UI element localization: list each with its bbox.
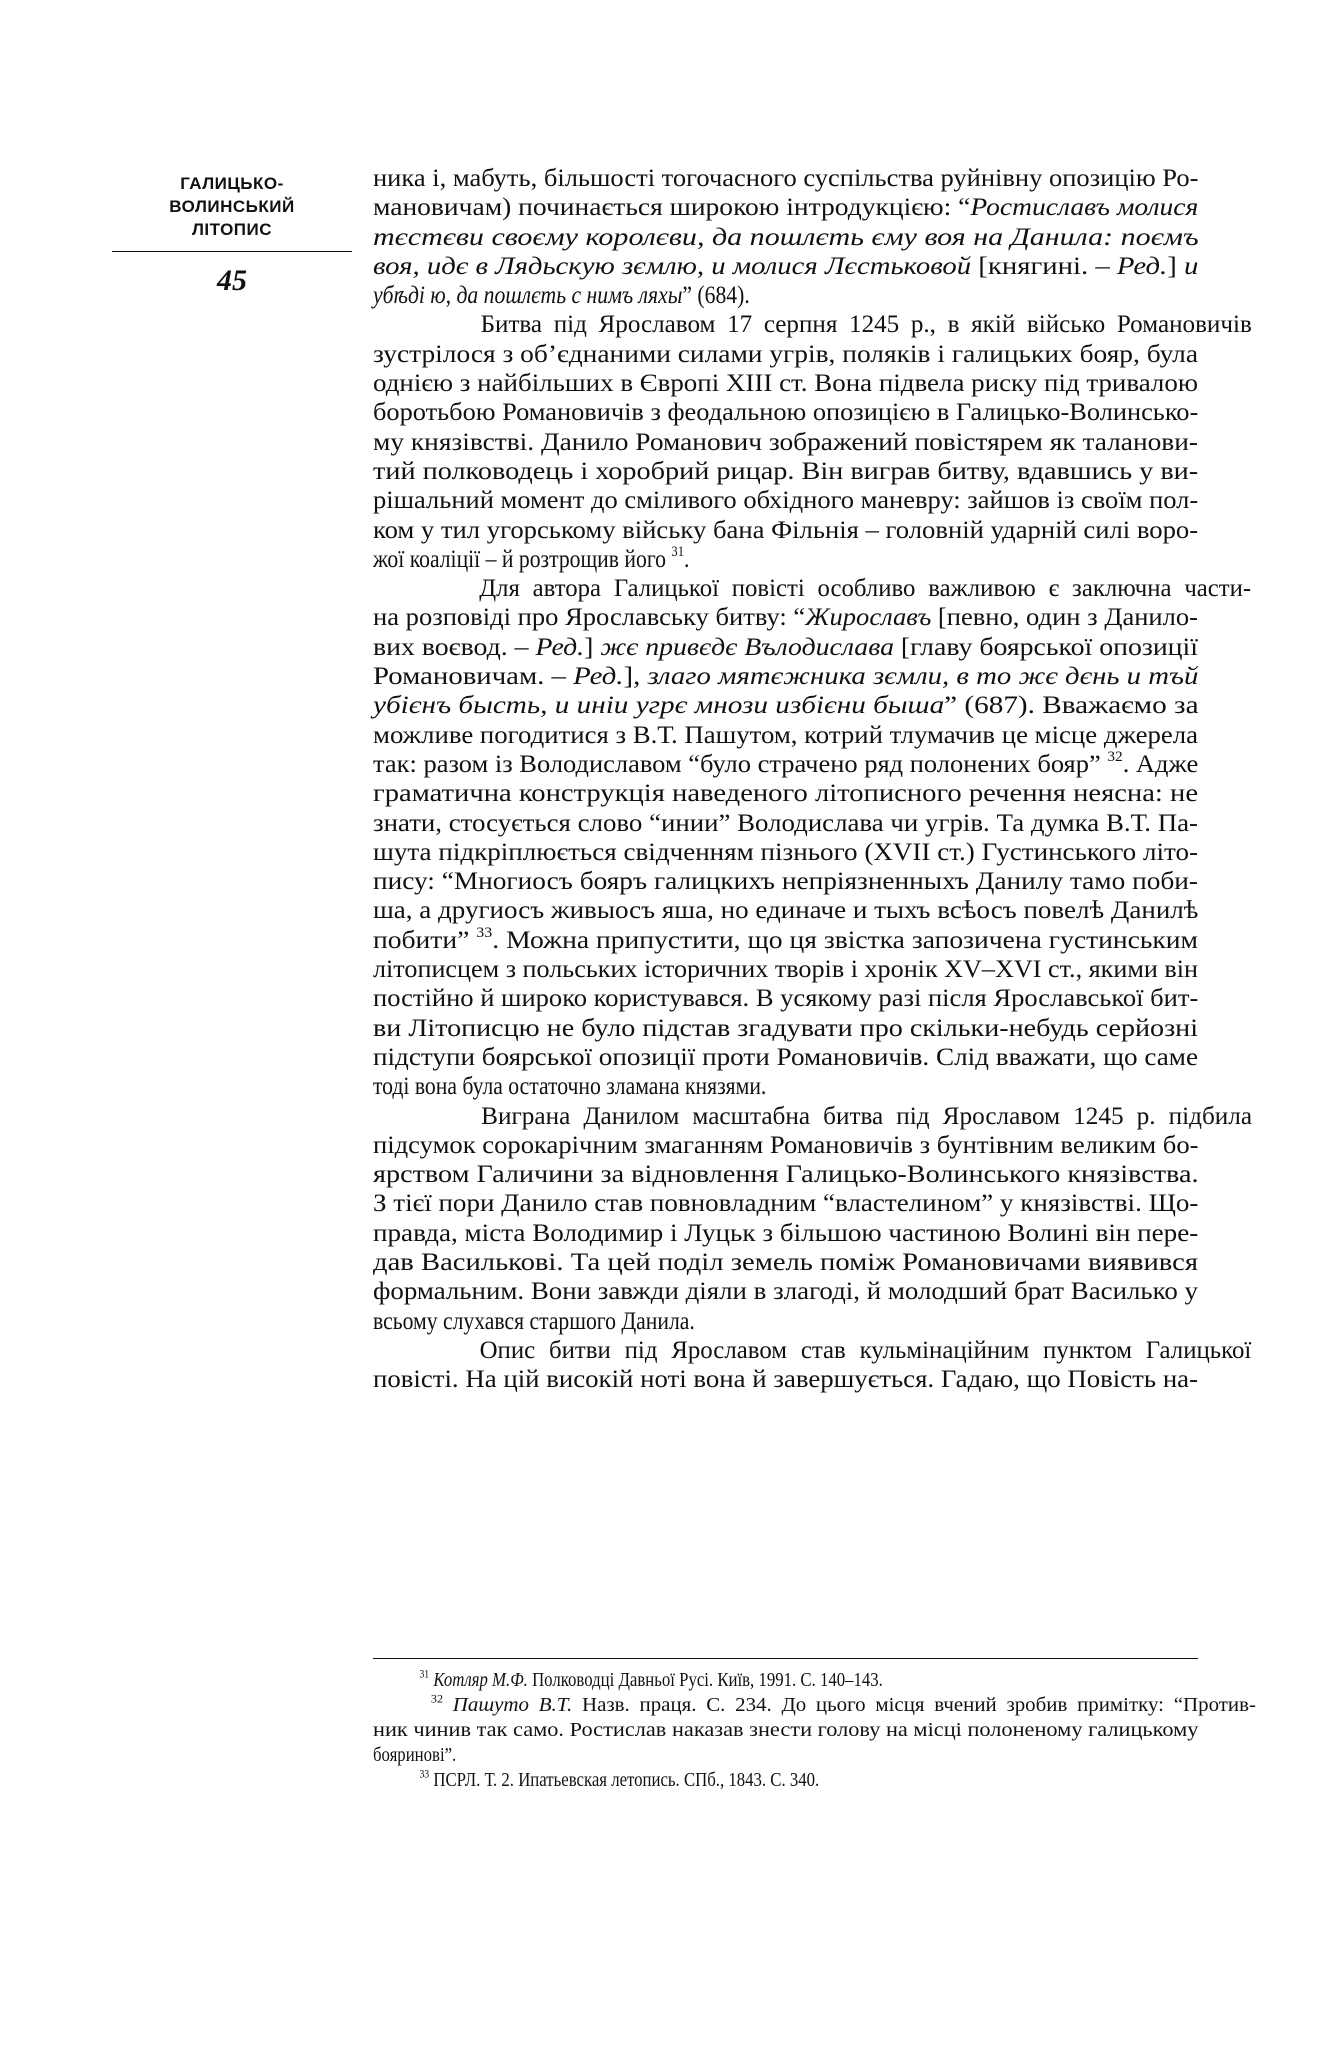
text-line [373,252,1198,281]
quote-italic: воя, идє в Лядьскую зємлю, и молися Лєстьковой [373,252,972,280]
editor-note: Ред. [1116,252,1168,280]
text-line: можливе погодитися з В.Т. Пашутом, котрий тлумачив це місце джерела [373,721,1199,749]
paragraph-3 [373,574,1252,1101]
quote-italic: жє привєдє Вълодислава [600,633,894,661]
footnote-number: 31 [419,1668,430,1681]
text-run: [певно, один з Данило- [931,604,1198,632]
text-line: постійно й широко користувався. В усякому разі після Ярославської бит- [373,985,1199,1013]
text-run: . Адже [1122,750,1199,778]
text-line: Для автора Галицької повісті особливо важливою є заключна части- [479,575,1252,603]
text-line: зустрілося з об’єднаними силами угрів, поляків і галицьких бояр, була [373,340,1198,368]
footnote-divider [373,1658,1198,1659]
footnote-text: ПСРЛ. Т. 2. Ипатьевская летопись. СПб., 1843. С. 340. [429,1770,820,1791]
text-line: літописцем з польських історичних творів і хронік XV–XVI ст., якими він [373,956,1199,984]
text-line [373,1768,1083,1793]
text-line: ярством Галичини за відновлення Галицько-Волинського князівства. [373,1161,1199,1189]
text-line: ша, а другиосъ живыосъ яша, но единаче и тыхъ всѣосъ повелѣ Данилѣ [373,897,1199,925]
paragraph-1 [373,164,1198,310]
text-line: дав Васильковi. Та цей поділ земель поміж Романовичами виявився [373,1248,1198,1276]
text-line: му князівстві. Данило Романович зображений повістярем як таланови- [373,428,1198,456]
text-line [373,662,1198,691]
text-line: тєстєви своєму королєви, да пошлєть єму воя на Данила: поємъ [373,223,1199,251]
text-line: підсумок сорокарічним змаганням Романовичів з бунтівним великим бо- [373,1131,1199,1159]
footnote-text: Полководці Давньої Русі. Київ, 1991. С. 140–143. [527,1670,883,1691]
quote-italic: убієнъ бысть, и иніи угрє мнози избієни быша [373,692,945,720]
text-line [373,545,1083,574]
footnote-ref-32[interactable]: 32 [1107,748,1123,765]
text-line [373,633,1198,662]
text-line [373,1668,1083,1693]
text-line [373,603,1198,632]
text-line: пису: “Многиосъ бояръ галицкихъ непріязненныхъ Данилу тамо поби- [373,868,1198,896]
footnote-number: 32 [430,1693,444,1706]
text-line [373,193,1198,222]
text-line: Виграна Данилом масштабна битва під Ярославом 1245 р. підбила [481,1102,1253,1130]
footnote-ref-33[interactable]: 33 [476,924,493,941]
text-run: мановичам) починається широкою інтродукцією: “ [373,194,971,222]
text-line: Битва під Ярославом 17 серпня 1245 р., в якій військо Романовичів [480,311,1252,339]
text-line [373,750,1198,779]
text-run: [главу боярської опозиції [893,633,1198,661]
text-line: підступи боярської опозиції проти Романовичів. Слід вважати, що саме [373,1043,1198,1071]
paragraph-2 [373,310,1252,574]
text-run: Романовичам. – [373,663,574,691]
text-run: так: разом із Володиславом “було страчено ряд полонених бояр” [373,750,1108,778]
text-line: З тієї пори Данило став повновладним “властелином” у князівстві. Що- [373,1190,1199,1218]
footnote-31 [373,1668,1198,1693]
text-line: рішальний момент до сміливого обхідного маневру: зайшов із своїм пол- [373,487,1199,515]
text-line: бояринові”. [373,1745,457,1766]
text-line: повісті. На цій високій ноті вона й завершується. Гадаю, що Повість на- [373,1366,1198,1394]
text-line [373,1693,1256,1718]
text-run: ” (687). Вважаємо за [944,692,1199,720]
footnote-33 [373,1768,1198,1793]
text-line: ника і, мабуть, більшості тогочасного суспільства руйнівну опозицію Ро- [373,165,1199,192]
text-run: ] [1167,252,1184,280]
text-run: ] [584,633,601,661]
text-line: однією з найбільших в Європі XIII ст. Вона підвела риску під тривалою [373,370,1198,398]
text-run: . [683,545,690,573]
text-line: ком у тил угорському війську бана Фільнія – головній ударній силі воро- [373,516,1199,544]
text-run: . Можна припустити, що ця звістка запозичена густинським [492,926,1199,954]
text-run: ” (684). [682,282,750,310]
footnote-ref-31[interactable]: 31 [671,543,684,560]
quote-italic: Ростиславъ молися [970,194,1199,222]
quote-italic: Жирославъ [805,604,932,632]
text-line: Опис битви під Ярославом став кульмінаційним пунктом Галицької [479,1336,1252,1364]
text-line: формальним. Вони завжди діяли в злагоді, й молодший брат Василько у [373,1278,1198,1306]
text-run: ], [623,663,648,691]
footnotes [373,1668,1256,1793]
quote-italic: злаго мятєжника зємли, в то жє дєнь и тъй [647,663,1199,691]
footnote-32 [373,1693,1256,1768]
text-line: шута підкріплюється свідченням пізнього (XVII ст.) Густинського літо- [373,838,1198,866]
text-run: [княгині. – [971,252,1117,280]
text-line: боротьбою Романовичів з феодальною опозицією в Галицько-Волинсько- [373,399,1199,427]
footnote-author: Котляр М.Ф. [433,1670,528,1691]
paragraph-4 [373,1102,1253,1336]
editor-note: Ред. [535,633,585,661]
editor-note: Ред. [573,663,624,691]
running-head-title-line: ВОЛИНСЬКИЙ [169,197,295,216]
text-run: побити” [373,926,477,954]
text-line: всьому слухався старшого Данила. [373,1307,695,1335]
running-head [112,172,352,298]
footnote-number: 33 [419,1768,430,1781]
paragraph-5 [373,1336,1252,1395]
text-line: граматична конструкція наведеного літописного речення неясна: не [373,780,1198,808]
text-line: правда, міста Володимир і Луцьк з більшою частиною Волині він пере- [373,1219,1199,1247]
quote-italic: убѣді ю, да пошлєть с нимъ ляхы [373,282,683,310]
text-line: тий полководець і хоробрий рицар. Він виграв битву, вдавшись у ви- [373,457,1199,485]
text-line [373,691,1198,720]
footnote-author: Пашуто В.Т. [452,1695,573,1716]
running-head-divider [112,251,352,252]
text-run: жої коаліції – й розтрощив його [373,545,672,573]
text-line: ник чинив так само. Ростислав наказав знести голову на місці полоненому галицькому [373,1720,1199,1741]
text-line: знати, стосується слово “инии” Володислава чи угрів. Та думка В.Т. Па- [373,809,1198,837]
text-run: на розповіді про Ярославську битву: “ [373,604,806,632]
text-line [373,281,1083,310]
running-head-title-line: ГАЛИЦЬКО- [180,174,284,193]
text-run: вих воєвод. – [373,633,536,661]
text-line [373,926,1198,955]
text-line: ви Літописцю не було підстав згадувати про скільки-небудь серйозні [373,1014,1198,1042]
main-text [373,164,1253,1394]
text-line: тоді вона була остаточно зламана князями. [373,1073,767,1101]
quote-italic: и [1183,252,1199,280]
footnote-text: Назв. праця. С. 234. До цього місця вчений зробив примітку: “Против- [572,1695,1256,1716]
running-head-title-line: ЛІТОПИС [191,220,273,239]
page-number: 45 [217,264,247,297]
